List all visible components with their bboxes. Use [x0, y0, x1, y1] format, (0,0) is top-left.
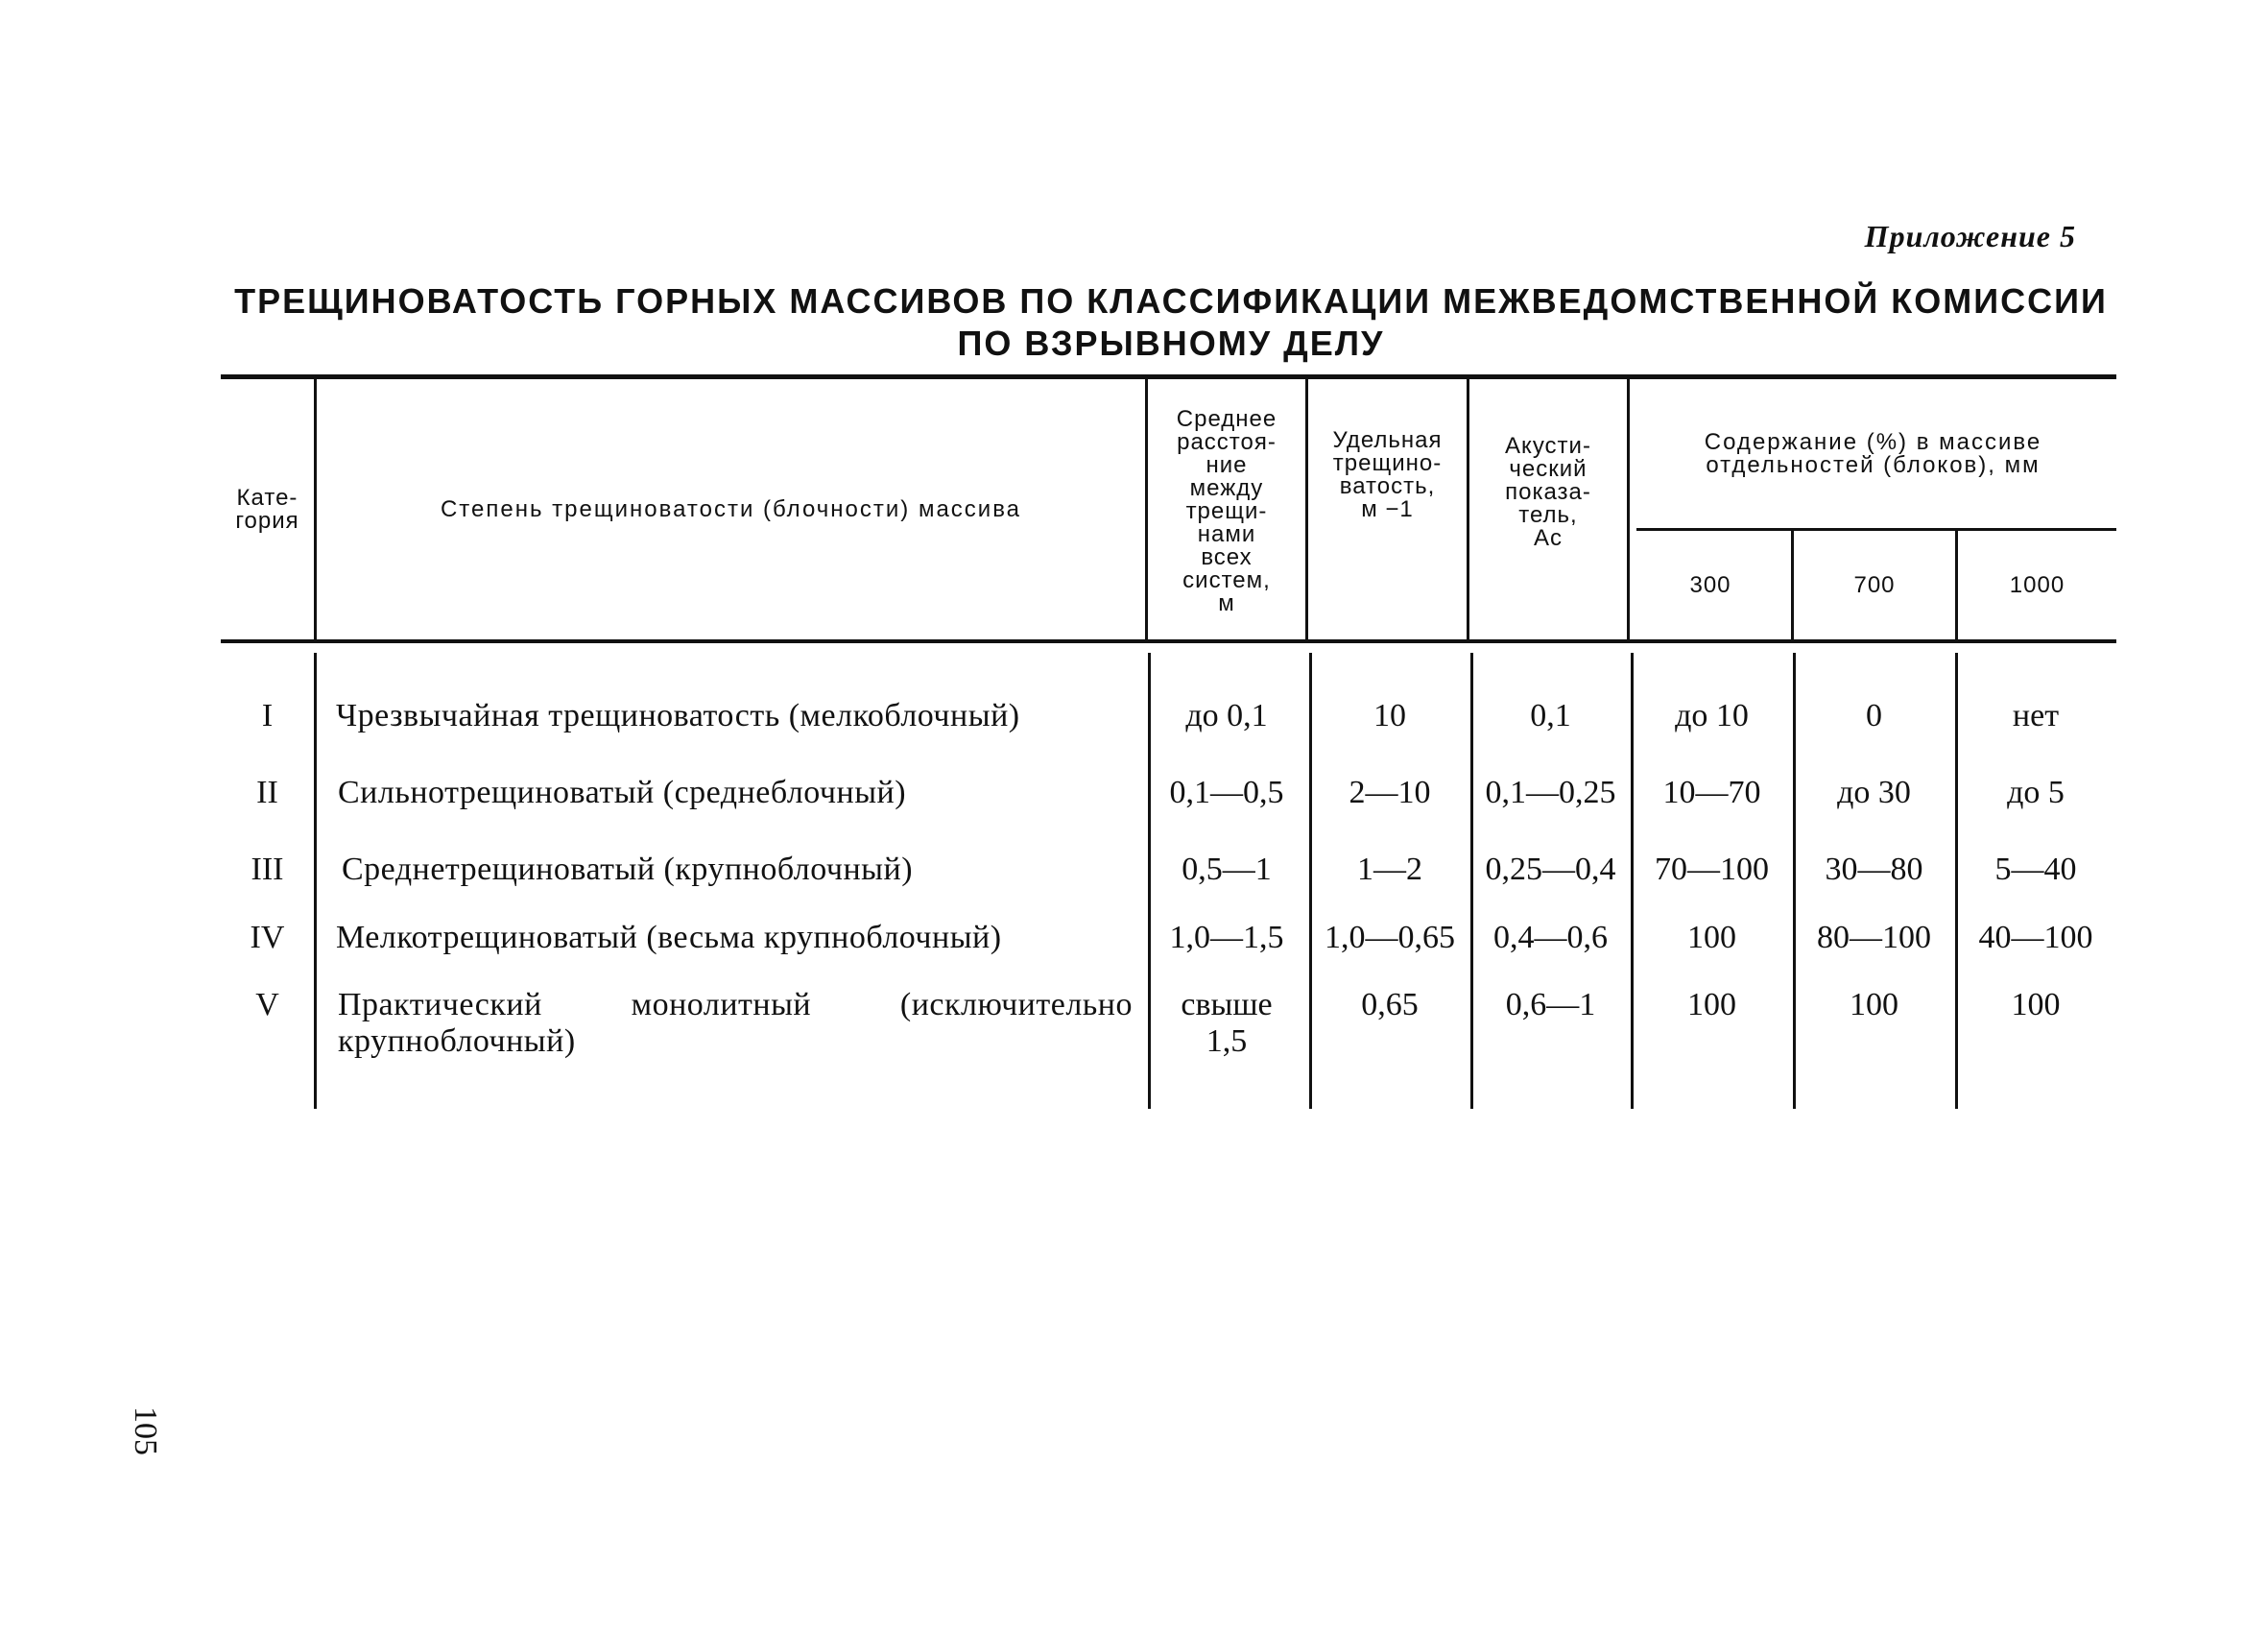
row-description: Среднетрещиноватый (крупноблочный)	[342, 852, 914, 887]
header-category-line: гория	[235, 507, 299, 534]
row-category: I	[261, 698, 274, 733]
header-acoustic-line: тель,	[1518, 501, 1578, 528]
row-distance: до 0,1	[1185, 698, 1268, 733]
header-specific	[1308, 379, 1467, 571]
row-distance: 0,5—1	[1182, 852, 1272, 887]
header-specific-line: Удельная	[1332, 427, 1443, 453]
header-distance	[1148, 384, 1305, 639]
row-blocks-700: 100	[1850, 987, 1898, 1022]
row-blocks-300: до 10	[1675, 698, 1749, 733]
header-category-line: Кате-	[236, 484, 298, 511]
body-divider	[314, 653, 317, 1109]
row-blocks-1000: до 5	[2007, 775, 2065, 810]
header-content	[1630, 379, 2116, 528]
header-distance-line: всех	[1201, 544, 1253, 570]
row-category: II	[256, 775, 278, 810]
table-header-rule	[221, 639, 2116, 643]
row-distance: 1,0—1,5	[1169, 920, 1284, 955]
header-content-line: отдельностей (блоков), мм	[1706, 451, 2041, 478]
header-category	[221, 379, 314, 639]
row-description: Практический монолитный (исключительно крупноблочный)	[338, 987, 1133, 1059]
row-distance: свыше 1,5	[1181, 987, 1273, 1059]
document-title	[221, 280, 2121, 365]
header-acoustic	[1469, 379, 1627, 605]
row-acoustic: 0,4—0,6	[1493, 920, 1608, 955]
header-distance-line: м	[1218, 590, 1235, 616]
row-blocks-700: 30—80	[1825, 852, 1923, 887]
row-blocks-1000: 100	[2011, 987, 2061, 1022]
appendix-label: Приложение 5	[1864, 219, 2076, 253]
row-blocks-700: до 30	[1837, 775, 1911, 810]
row-specific: 2—10	[1349, 775, 1431, 810]
row-acoustic: 0,6—1	[1505, 987, 1596, 1022]
row-blocks-300: 100	[1687, 920, 1736, 955]
header-degree	[317, 379, 1145, 639]
row-acoustic: 0,25—0,4	[1485, 852, 1616, 887]
header-size-1000-text: 1000	[2009, 571, 2065, 598]
header-specific-line: трещино-	[1332, 450, 1443, 476]
row-blocks-300: 100	[1687, 987, 1736, 1022]
header-degree-text: Степень трещиноватости (блочности) массива	[440, 495, 1022, 522]
header-size-1000	[1958, 531, 2116, 639]
row-specific: 0,65	[1361, 987, 1419, 1022]
row-category: IV	[250, 920, 285, 955]
header-distance-line: нами	[1197, 521, 1256, 547]
header-distance-line: систем,	[1182, 567, 1271, 593]
header-distance-line: ние	[1206, 452, 1248, 478]
row-category: III	[251, 852, 284, 887]
row-blocks-1000: 40—100	[1978, 920, 2093, 955]
row-specific: 10	[1373, 698, 1406, 733]
title-line-2: ПО ВЗРЫВНОМУ ДЕЛУ	[957, 324, 1385, 363]
header-acoustic-line: ческий	[1509, 455, 1588, 482]
row-specific: 1—2	[1357, 852, 1422, 887]
row-description: Чрезвычайная трещиноватость (мелкоблочный)	[336, 698, 1020, 733]
header-specific-line: м −1	[1361, 496, 1414, 522]
header-size-700-text: 700	[1853, 571, 1896, 598]
row-blocks-300: 70—100	[1655, 852, 1769, 887]
header-acoustic-line: Акусти-	[1505, 432, 1591, 459]
row-blocks-700: 80—100	[1817, 920, 1931, 955]
header-size-700	[1794, 531, 1955, 639]
row-description: Сильнотрещиноватый (среднеблочный)	[338, 775, 907, 810]
header-size-300	[1630, 531, 1791, 639]
header-content-line: Содержание (%) в массиве	[1704, 428, 2042, 455]
header-distance-line: расстоя-	[1177, 429, 1277, 455]
row-description: Мелкотрещиноватый (весьма крупноблочный)	[336, 920, 1002, 955]
header-distance-line: между	[1189, 475, 1264, 501]
header-acoustic-line: Ac	[1533, 524, 1563, 551]
row-blocks-300: 10—70	[1662, 775, 1761, 810]
header-distance-line: Среднее	[1176, 406, 1277, 432]
row-distance: 0,1—0,5	[1169, 775, 1284, 810]
row-blocks-700: 0	[1866, 698, 1882, 733]
page-number: 105	[128, 1406, 163, 1455]
row-blocks-1000: 5—40	[1994, 852, 2077, 887]
title-line-1: ТРЕЩИНОВАТОСТЬ ГОРНЫХ МАССИВОВ ПО КЛАССИФИКАЦИИ МЕЖВЕДОМСТВЕННОЙ КОМИССИИ	[234, 281, 2108, 321]
row-blocks-1000: нет	[2012, 698, 2060, 733]
row-category: V	[255, 987, 279, 1022]
row-acoustic: 0,1—0,25	[1485, 775, 1616, 810]
header-size-300-text: 300	[1689, 571, 1731, 598]
header-acoustic-line: показа-	[1505, 478, 1591, 505]
header-distance-line: трещи-	[1185, 498, 1268, 524]
row-acoustic: 0,1	[1530, 698, 1571, 733]
row-specific: 1,0—0,65	[1325, 920, 1455, 955]
header-specific-line: ватость,	[1339, 473, 1436, 499]
